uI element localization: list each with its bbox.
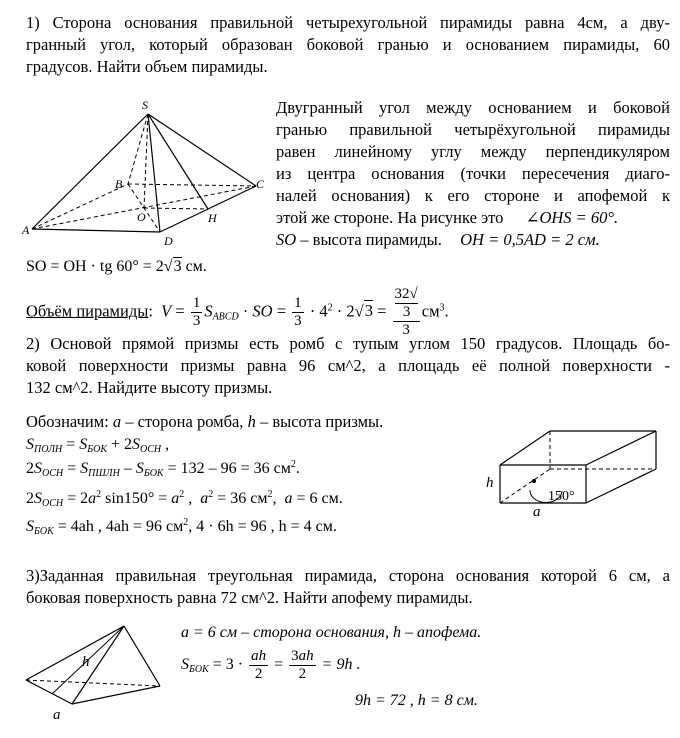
apothem-sh	[148, 114, 208, 209]
explanation-line: Двугранный угол между основанием и боковой	[276, 98, 670, 117]
fraction-one-third: $\frac{1}{3}$	[192, 295, 201, 329]
problem3-final: 9h = 72 , h = 8 см.	[355, 692, 478, 709]
problem2-eq2: $2S_{ОСН} = S_{ПШЛН} - S_{БОК} = 132 - 96 = 36$ $см^2$.	[26, 459, 300, 479]
segment-oh	[144, 208, 208, 209]
statement-line: 1) Сторона основания правильной четырехугольной пирамиды равна 4см, а дву-	[26, 13, 670, 32]
explanation-line: из центра основания (точки пересечения диаго-	[276, 164, 670, 183]
label-b: B	[115, 177, 123, 191]
prism-label-angle: 150°	[548, 489, 575, 504]
explanation-line: этой же стороне. На рисунке это	[276, 208, 504, 227]
edge-sc	[148, 114, 256, 186]
prism-label-h: h	[486, 475, 494, 491]
prism-figure	[478, 415, 668, 520]
prism-label-a: a	[533, 504, 541, 520]
problem3-formula: $S_{БОК} = 3$ · $\frac{ah}{2}$ = $\frac{3ah}{2}$ = 9h .	[181, 647, 361, 682]
label-s: S	[142, 98, 148, 112]
problem2-eq3: $2S_{ОСН} = 2a^2$ $\sin 150^\circ = a^2$ , $a^2 = 36$ $см^2$, a = 6 см.	[26, 489, 343, 509]
edge-sd	[148, 114, 160, 232]
explanation-line: гранью правильной четырёхугольной пирамиды	[276, 120, 670, 139]
volume-label: Объём пирамиды	[26, 301, 149, 321]
so-formula-left: SO = OH · tg 60° = 2	[26, 258, 164, 275]
oh-eq: OH = 0,5AD = 2 см.	[460, 230, 600, 249]
volume-unit: см	[421, 301, 440, 321]
statement-line: боковая поверхность равна 72 см^2. Найти апофему пирамиды.	[26, 588, 473, 607]
problem3-statement	[26, 565, 670, 609]
fraction-volume: 32√ 3 3	[394, 286, 418, 338]
problem2-notation: Обозначим: a – сторона ромба, h – высота призмы.	[26, 412, 384, 431]
explanation-line: налей основания) к его стороне и апофемой к	[276, 186, 670, 205]
problem3-given: a = 6 см – сторона основания, h – апофема.	[181, 624, 482, 641]
so-formula: SO = OH · tg 60° = 2√3 см.	[26, 258, 207, 275]
statement-line: 3)Заданная правильная треугольная пирамида, сторона основания которой 6 см, а	[26, 566, 670, 585]
pyramid3-label-h: h	[82, 654, 90, 670]
problem1-statement	[26, 12, 670, 78]
label-c: C	[256, 177, 265, 191]
label-h: H	[208, 211, 217, 225]
edge-ab	[32, 184, 128, 229]
problem2-eq1: $S_{ПОЛН} = S_{БОК} + 2S_{ОСН}$ ,	[26, 436, 170, 455]
label-o: O	[137, 210, 146, 224]
label-d: D	[164, 234, 173, 248]
problem2-statement	[26, 333, 670, 399]
so-label: SO	[276, 230, 297, 249]
height-text: – высота пирамиды.	[300, 230, 442, 249]
angle-ohs-eq: ∠OHS = 60°.	[525, 208, 619, 227]
fraction-one-third: $\frac{1}{3}$	[294, 295, 302, 329]
pyramid-figure	[20, 96, 275, 251]
problem1-explanation	[276, 97, 670, 207]
problem2-eq4: $S_{БОК} = 4ah$ , 4ah = 96 $см^2$, 4 · 6h = 96 , h = 4 см.	[26, 517, 337, 537]
explanation-line-angle	[276, 207, 670, 229]
so-formula-unit: см.	[181, 258, 207, 275]
statement-line: гранный угол, который образован боковой гранью и основанием пирамиды, 60	[26, 35, 670, 54]
height-so	[144, 114, 148, 208]
statement-line: ковой поверхности призмы равна 96 см^2, а площадь её полной поверхности -	[26, 356, 670, 375]
triangular-pyramid-figure	[20, 620, 170, 725]
label-a: A	[22, 223, 30, 237]
explanation-line-height	[276, 229, 600, 251]
pyramid3-label-a: a	[53, 707, 61, 723]
statement-line: градусов. Найти объем пирамиды.	[26, 57, 268, 76]
volume-formula: Объём пирамиды: V = $\frac{1}{3}$ $S_{ABCD}$ · SO = $\frac{1}{3}$ · $4^2 \cdot 2√3$ = 32√ 3 3 $см^3$.	[26, 286, 449, 338]
so-formula-root: 3	[173, 258, 182, 275]
eq2-value: = 132 – 96 = 36 см	[163, 460, 291, 477]
statement-line: 2) Основой прямой призмы есть ромб с тупым углом 150 градусов. Площадь бо-	[26, 334, 670, 353]
edge-ad	[32, 229, 160, 232]
statement-line: 132 см^2. Найдите высоту призмы.	[26, 378, 273, 397]
explanation-line: равен линейному углу между перпендикуляром	[276, 142, 670, 161]
edge-sa	[32, 114, 148, 229]
